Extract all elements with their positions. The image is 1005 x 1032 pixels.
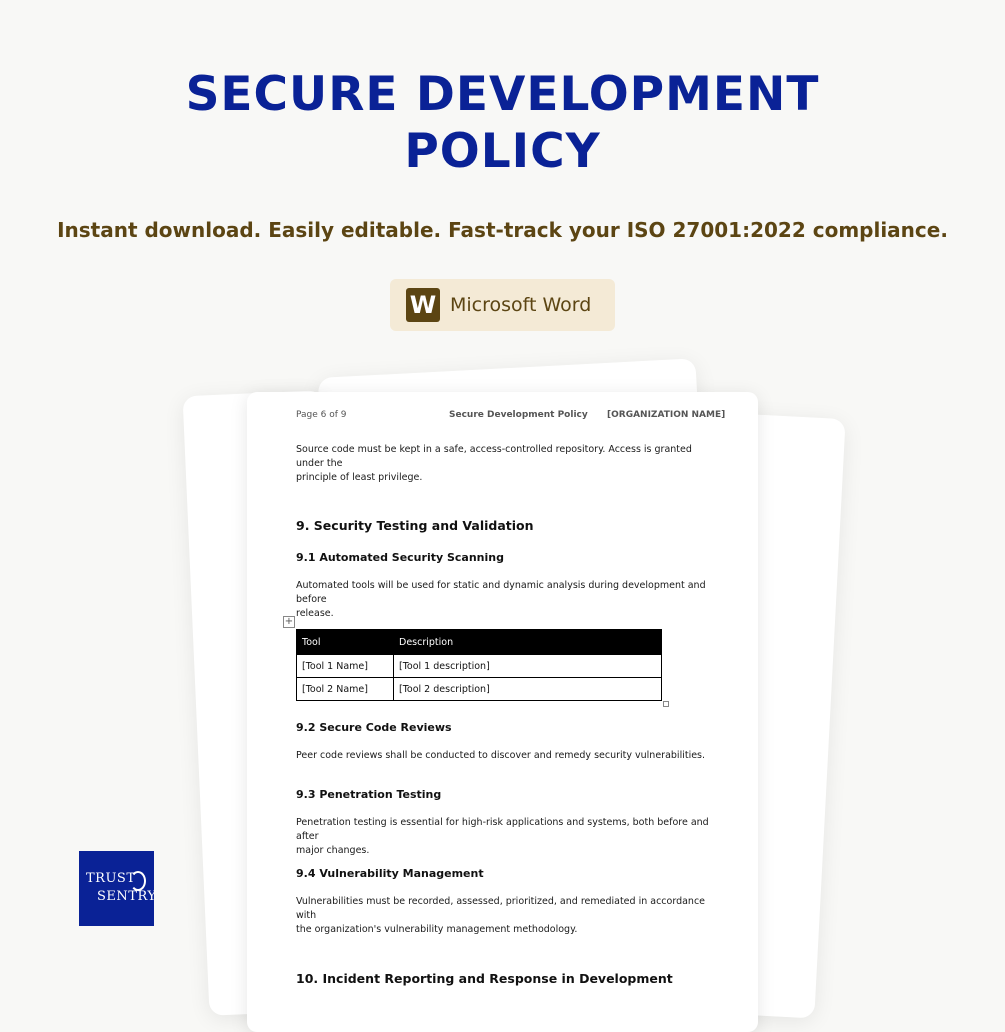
section-9-4-heading: 9.4 Vulnerability Management bbox=[296, 867, 484, 880]
page-subtitle: Instant download. Easily editable. Fast-track your ISO 27001:2022 compliance. bbox=[57, 218, 948, 242]
logo-crescent-icon bbox=[130, 871, 146, 891]
header-page-number: Page 6 of 9 bbox=[296, 410, 347, 420]
table-row bbox=[297, 655, 662, 678]
word-icon: W bbox=[406, 288, 440, 322]
headline-line-2: POLICY bbox=[404, 124, 601, 179]
headline-line-1: SECURE DEVELOPMENT bbox=[185, 67, 820, 122]
section-9-3-heading: 9.3 Penetration Testing bbox=[296, 788, 442, 801]
table-cell[interactable]: [Tool 1 Name] bbox=[297, 655, 394, 678]
table-cell[interactable]: [Tool 1 description] bbox=[394, 655, 662, 678]
tools-table bbox=[296, 629, 662, 701]
header-doc-title: Secure Development Policy bbox=[449, 410, 588, 420]
paragraph-line: Automated tools will be used for static and dynamic analysis during development and before bbox=[296, 580, 706, 605]
section-9-2-heading: 9.2 Secure Code Reviews bbox=[296, 721, 452, 734]
intro-paragraph bbox=[296, 443, 716, 485]
word-badge-label: Microsoft Word bbox=[450, 294, 592, 316]
microsoft-word-badge bbox=[390, 279, 615, 331]
paragraph-line: Vulnerabilities must be recorded, assessed, prioritized, and remediated in accordance with bbox=[296, 896, 706, 921]
section-9-heading: 9. Security Testing and Validation bbox=[296, 518, 534, 533]
section-9-3-paragraph bbox=[296, 816, 716, 858]
page-headline bbox=[0, 66, 1005, 180]
section-9-2-paragraph: Peer code reviews shall be conducted to discover and remedy security vulnerabilities. bbox=[296, 750, 706, 761]
table-header-cell: Description bbox=[394, 630, 662, 655]
intro-line: principle of least privilege. bbox=[296, 472, 423, 483]
table-header-cell: Tool bbox=[297, 630, 394, 655]
trust-sentry-logo bbox=[79, 851, 157, 926]
intro-line: Source code must be kept in a safe, access-controlled repository. Access is granted under the bbox=[296, 444, 692, 469]
table-row bbox=[297, 678, 662, 701]
section-10-heading: 10. Incident Reporting and Response in Development bbox=[296, 971, 673, 986]
paragraph-line: major changes. bbox=[296, 845, 370, 856]
table-header-row bbox=[297, 630, 662, 655]
section-9-1-heading: 9.1 Automated Security Scanning bbox=[296, 551, 504, 564]
paragraph-line: Penetration testing is essential for high-risk applications and systems, both before and after bbox=[296, 817, 709, 842]
logo-line-2: SENTRY bbox=[97, 889, 157, 904]
section-9-1-paragraph bbox=[296, 579, 716, 621]
header-org-name: [ORGANIZATION NAME] bbox=[607, 410, 726, 420]
table-cell[interactable]: [Tool 2 Name] bbox=[297, 678, 394, 701]
logo-line-1: TRUST bbox=[86, 871, 136, 886]
document-page bbox=[247, 392, 758, 1032]
paragraph-line: the organization's vulnerability management methodology. bbox=[296, 924, 578, 935]
table-resize-handle[interactable] bbox=[663, 701, 669, 707]
paragraph-line: release. bbox=[296, 608, 334, 619]
table-move-handle-icon[interactable]: + bbox=[284, 616, 294, 627]
table-cell[interactable]: [Tool 2 description] bbox=[394, 678, 662, 701]
section-9-4-paragraph bbox=[296, 895, 716, 937]
